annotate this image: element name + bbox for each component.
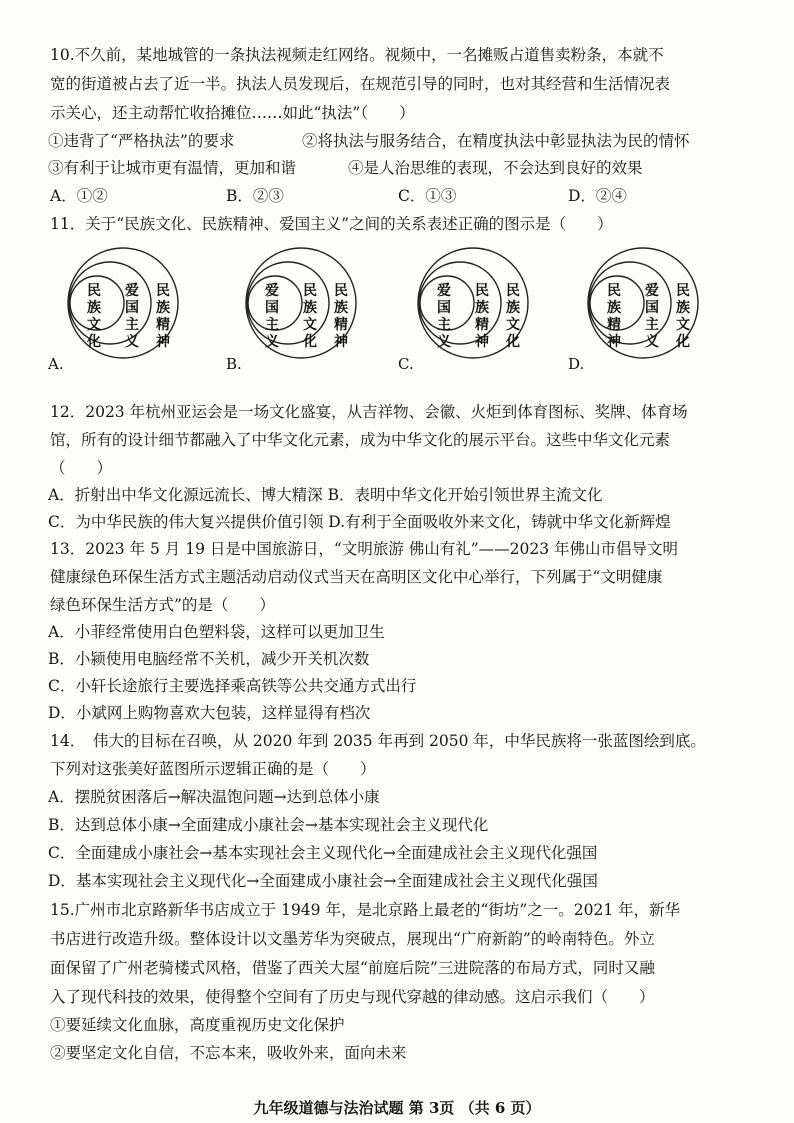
q10-option-a[interactable]: A．①② xyxy=(50,187,108,205)
q12-option-cd[interactable]: C．为中华民族的伟大复兴提供价值引领 D.有利于全面吸收外来文化，铸就中华文化新辉煌 xyxy=(48,513,671,531)
q12-stem-line-1: 12．2023 年杭州亚运会是一场文化盛宴，从吉祥物、会徽、火炬到体育图标、奖牌、体育场 xyxy=(50,403,688,421)
q12-stem-line-2: 馆，所有的设计细节都融入了中华文化元素，成为中华文化的展示平台。这些中华文化元素 xyxy=(50,431,671,449)
q15-stem-line-4: 入了现代科技的效果，使得整个空间有了历史与现代穿越的律动感。这启示我们（ ） xyxy=(50,988,655,1006)
q10-statement-3: ③有利于让城市更有温情，更加和谐 xyxy=(48,159,297,177)
q14-option-d[interactable]: D．基本实现社会主义现代化→全面建成小康社会→全面建成社会主义现代化强国 xyxy=(48,872,598,890)
q15-statement-2: ②要坚定文化自信，不忘本来，吸收外来，面向未来 xyxy=(50,1044,407,1062)
q10-stem-line-1: 10.不久前，某地城管的一条执法视频走红网络。视频中，一名摊贩占道售卖粉条，本就不 xyxy=(50,46,664,64)
outer-circle-label: 民族精神 xyxy=(334,283,348,350)
diagram-option-d[interactable] xyxy=(568,248,698,373)
q13-option-c[interactable]: C．小轩长途旅行主要选择乘高铁等公共交通方式出行 xyxy=(48,677,417,695)
q10-stem-line-2: 宽的街道被占去了近一半。执法人员发现后，在规范引导的同时，也对其经营和生活情况表 xyxy=(50,75,671,93)
outer-circle-label: 民族文化 xyxy=(506,283,520,350)
q15-stem-line-1: 15.广州市北京路新华书店成立于 1949 年，是北京路上最老的“街坊”之一。2021 年，新华 xyxy=(50,901,681,919)
q13-stem-line-3: 绿色环保生活方式”的是（ ） xyxy=(50,596,275,614)
q14-option-c[interactable]: C．全面建成小康社会→基本实现社会主义现代化→全面建成社会主义现代化强国 xyxy=(48,844,598,862)
q12-option-ab[interactable]: A．折射出中华文化源远流长、博大精深 B．表明中华文化开始引领世界主流文化 xyxy=(48,486,603,504)
q10-options xyxy=(48,185,748,207)
q14-stem-line-2: 下列对这张美好蓝图所示逻辑正确的是（ ） xyxy=(50,760,376,778)
q10-statements-row-2 xyxy=(48,157,748,179)
q15-statement-1: ①要延续文化血脉，高度重视历史文化保护 xyxy=(50,1016,345,1034)
inner-circle-label: 爱国主义 xyxy=(265,283,279,350)
diagram-option-label: D. xyxy=(568,355,585,373)
diagram-option-label: B. xyxy=(226,355,242,373)
inner-circle-label: 民族文化 xyxy=(87,283,101,350)
q14-option-a[interactable]: A．摆脱贫困落后→解决温饱问题→达到总体小康 xyxy=(48,788,380,806)
inner-circle-label: 爱国主义 xyxy=(437,283,451,350)
q10-option-b[interactable]: B．②③ xyxy=(226,187,284,205)
diagram-option-a[interactable] xyxy=(48,248,178,373)
diagram-option-c[interactable] xyxy=(398,248,528,373)
q15-stem-line-3: 面保留了广州老骑楼式风格，借鉴了西关大屋“前庭后院”三进院落的布局方式，同时又融 xyxy=(50,959,655,977)
q13-stem-line-2: 健康绿色环保生活方式主题活动启动仪式当天在高明区文化中心举行，下列属于“文明健康 xyxy=(50,568,663,586)
q10-statement-1: ①违背了“严格执法”的要求 xyxy=(48,132,235,150)
q10-statement-4: ④是人治思维的表现，不会达到良好的效果 xyxy=(348,159,643,177)
q10-option-d[interactable]: D．②④ xyxy=(568,187,627,205)
q14-stem-line-1: 14． 伟大的目标在召唤，从 2020 年到 2035 年再到 2050 年，中华民族将一张蓝图绘到底。 xyxy=(50,732,706,750)
venn-diagrams xyxy=(48,245,748,375)
q11-diagram-options xyxy=(48,245,748,375)
outer-circle-label: 民族精神 xyxy=(156,283,170,350)
diagram-option-label: A. xyxy=(48,355,64,373)
q10-statement-2: ②将执法与服务结合，在精度执法中彰显执法为民的情怀 xyxy=(302,132,690,150)
q13-option-a[interactable]: A．小菲经常使用白色塑料袋，这样可以更加卫生 xyxy=(48,623,385,641)
q13-stem-line-1: 13．2023 年 5 月 19 日是中国旅游日，“文明旅游 佛山有礼”——2023 年佛山市倡导文明 xyxy=(50,540,679,558)
middle-circle-label: 爱国主义 xyxy=(125,283,139,350)
diagram-option-b[interactable] xyxy=(226,248,356,373)
q10-stem-line-3: 示关心，还主动帮忙收拾摊位……如此“执法”（ ） xyxy=(50,104,415,122)
q11-stem: 11．关于“民族文化、民族精神、爱国主义”之间的关系表述正确的图示是（ ） xyxy=(50,215,613,233)
q12-stem-line-3: （ ） xyxy=(50,459,113,477)
q15-stem-line-2: 书店进行改造升级。整体设计以文墨芳华为突破点，展现出“广府新韵”的岭南特色。外立 xyxy=(50,930,655,948)
q10-option-c[interactable]: C．①③ xyxy=(398,187,457,205)
q10-statements-row-1 xyxy=(48,130,748,152)
middle-circle-label: 民族文化 xyxy=(303,283,317,350)
q13-option-d[interactable]: D．小斌网上购物喜欢大包装，这样显得有档次 xyxy=(48,704,371,722)
middle-circle-label: 爱国主义 xyxy=(645,283,659,350)
outer-circle-label: 民族文化 xyxy=(676,283,690,350)
page-footer: 九年级道德与法治试题 第 3页 （共 6 页） xyxy=(253,1099,541,1117)
diagram-option-label: C. xyxy=(398,355,414,373)
q13-option-b[interactable]: B．小颍使用电脑经常不关机，减少开关机次数 xyxy=(48,650,370,668)
inner-circle-label: 民族精神 xyxy=(607,283,621,350)
q14-option-b[interactable]: B．达到总体小康→全面建成小康社会→基本实现社会主义现代化 xyxy=(48,816,489,834)
middle-circle-label: 民族精神 xyxy=(475,283,489,350)
